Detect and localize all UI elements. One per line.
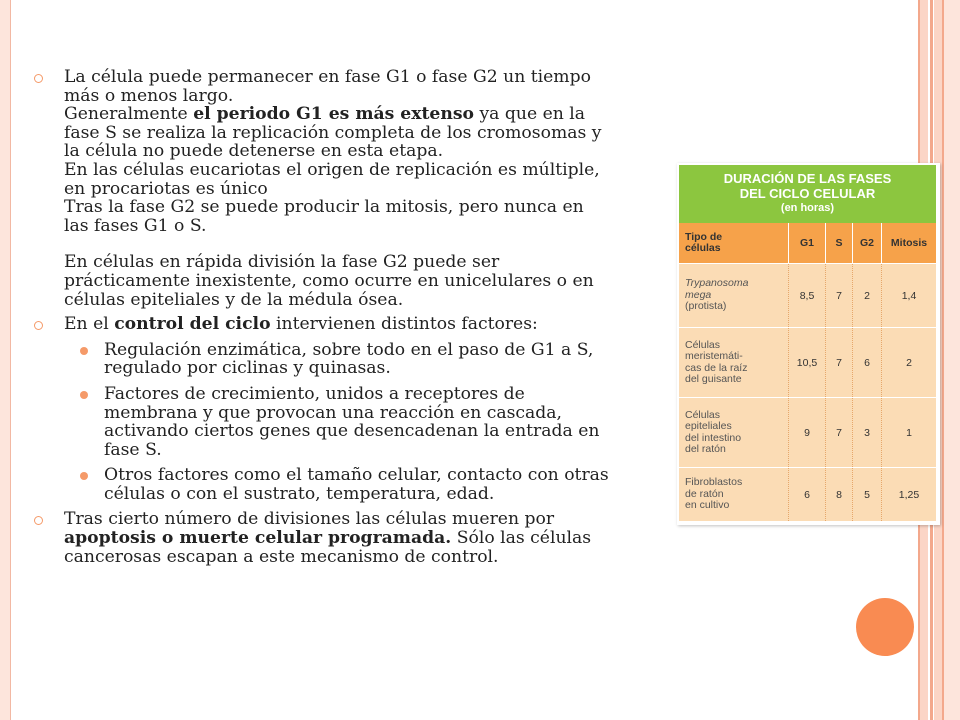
text-line: activando ciertos genes que desencadenan la entrada en — [104, 421, 600, 442]
bold-text: el periodo G1 es más extenso — [193, 104, 474, 125]
header-cell — [679, 223, 788, 263]
sub-bullet-item — [34, 466, 670, 503]
table-cell — [679, 398, 788, 467]
table-cell: 7 — [825, 328, 852, 397]
text-line: Otros factores como el tamaño celular, contacto con otras — [104, 465, 609, 486]
left-border — [0, 0, 11, 720]
table-cell: 7 — [825, 264, 852, 327]
text-line: cancerosas escapan a este mecanismo de control. — [64, 546, 499, 567]
text-line: Tras cierto número de divisiones las células mueren por — [64, 509, 555, 530]
cell-text: meristemáti- — [685, 350, 743, 362]
table-cell — [679, 264, 788, 327]
header-text: Tipo de — [685, 231, 723, 243]
text-line: La célula puede permanecer en fase G1 o fase G2 un tiempo — [64, 67, 591, 87]
text-line: fase S se realiza la replicación completa de los cromosomas y — [64, 122, 602, 143]
bullet-marker-icon — [34, 74, 43, 83]
table-cell: 2 — [881, 328, 936, 397]
text-line: En las células eucariotas el origen de replicación es múltiple, — [64, 159, 600, 180]
table-title-line: (en horas) — [780, 202, 835, 214]
text-line: regulado por ciclinas y quinasas. — [104, 358, 391, 379]
table-cell: 10,5 — [788, 328, 825, 397]
bullet-item — [34, 315, 670, 334]
table-title — [679, 165, 936, 223]
cell-text: mega — [685, 288, 712, 301]
cell-text: cas de la raíz — [685, 361, 748, 374]
cell-text: (protista) — [685, 300, 727, 313]
slide-content — [34, 68, 670, 566]
right-stripe — [944, 0, 960, 720]
cell-cycle-table — [679, 165, 936, 521]
cell-text: en cultivo — [685, 499, 730, 512]
table-row — [679, 467, 936, 521]
bold-text: apoptosis o muerte celular programada. — [64, 528, 452, 549]
table-cell: 1 — [881, 398, 936, 467]
table-cell: 9 — [788, 398, 825, 467]
text-line: en procariotas es único — [64, 178, 268, 199]
text-line: más o menos largo. — [64, 85, 234, 106]
text-span: intervienen distintos factores: — [270, 314, 538, 335]
cell-text: epiteliales — [685, 420, 732, 432]
text-line — [64, 105, 670, 124]
header-cell: G1 — [788, 223, 825, 263]
text-line: membrana y que provocan una reacción en cascada, — [104, 402, 563, 423]
text-line: En células en rápida división la fase G2 puede ser — [64, 252, 500, 273]
bullet-dot-icon — [80, 347, 88, 355]
text-line: las fases G1 o S. — [64, 215, 207, 236]
text-line: Regulación enzimática, sobre todo en el paso de G1 a S, — [104, 339, 594, 360]
table-cell: 2 — [852, 264, 881, 327]
text-line: prácticamente inexistente, como ocurre en unicelulares o en — [64, 270, 594, 291]
text-line: células o con el sustrato, temperatura, edad. — [104, 483, 495, 504]
text-line: Factores de crecimiento, unidos a receptores de — [104, 383, 525, 404]
bullet-marker-icon — [34, 516, 43, 525]
table-cell: 1,4 — [881, 264, 936, 327]
text-line: la célula no puede detenerse en esta etapa. — [64, 141, 444, 162]
cell-text: Células — [685, 408, 721, 421]
text-span: Generalmente — [64, 104, 194, 125]
table-row — [679, 263, 936, 327]
bullet-item — [34, 68, 670, 309]
cell-text: Trypanosoma — [685, 277, 749, 290]
bold-text: control del ciclo — [114, 314, 271, 335]
text-line — [64, 529, 670, 548]
table-cell: 8 — [825, 468, 852, 521]
text-span: En el — [64, 314, 115, 335]
table-title-line: DEL CICLO CELULAR — [739, 186, 876, 201]
table-row — [679, 327, 936, 397]
cell-text: del guisante — [685, 373, 742, 385]
bullet-marker-icon — [34, 321, 43, 330]
cell-text: Células — [685, 338, 721, 351]
bullet-dot-icon — [80, 391, 88, 399]
cell-text: del intestino — [685, 431, 742, 444]
table-cell — [679, 328, 788, 397]
table-cell: 6 — [852, 328, 881, 397]
header-cell: Mitosis — [881, 223, 936, 263]
cell-text: Fibroblastos — [685, 476, 743, 489]
text-line — [64, 315, 670, 334]
sub-bullet-item — [34, 385, 670, 459]
text-line: células epiteliales y de la médula ósea. — [64, 289, 404, 310]
decorative-circle — [856, 598, 914, 656]
table-cell: 6 — [788, 468, 825, 521]
table-cell: 1,25 — [881, 468, 936, 521]
bullet-dot-icon — [80, 472, 88, 480]
bullet-item — [34, 510, 670, 566]
text-span: ya que en la — [474, 104, 586, 125]
table-header — [679, 223, 936, 263]
table-cell: 8,5 — [788, 264, 825, 327]
cell-text: de ratón — [685, 487, 724, 500]
text-line: fase S. — [104, 439, 162, 460]
header-text: células — [685, 242, 721, 254]
table-cell: 3 — [852, 398, 881, 467]
sub-bullet-item — [34, 341, 670, 378]
table-cell — [679, 468, 788, 521]
text-line: Tras la fase G2 se puede producir la mitosis, pero nunca en — [64, 197, 584, 218]
table-cell: 7 — [825, 398, 852, 467]
table-title-line: DURACIÓN DE LAS FASES — [723, 171, 892, 186]
header-cell: S — [825, 223, 852, 263]
table-cell: 5 — [852, 468, 881, 521]
cell-text: del ratón — [685, 443, 726, 455]
table-image — [677, 163, 940, 525]
header-cell: G2 — [852, 223, 881, 263]
text-span: Sólo las células — [451, 528, 592, 549]
table-row — [679, 397, 936, 467]
